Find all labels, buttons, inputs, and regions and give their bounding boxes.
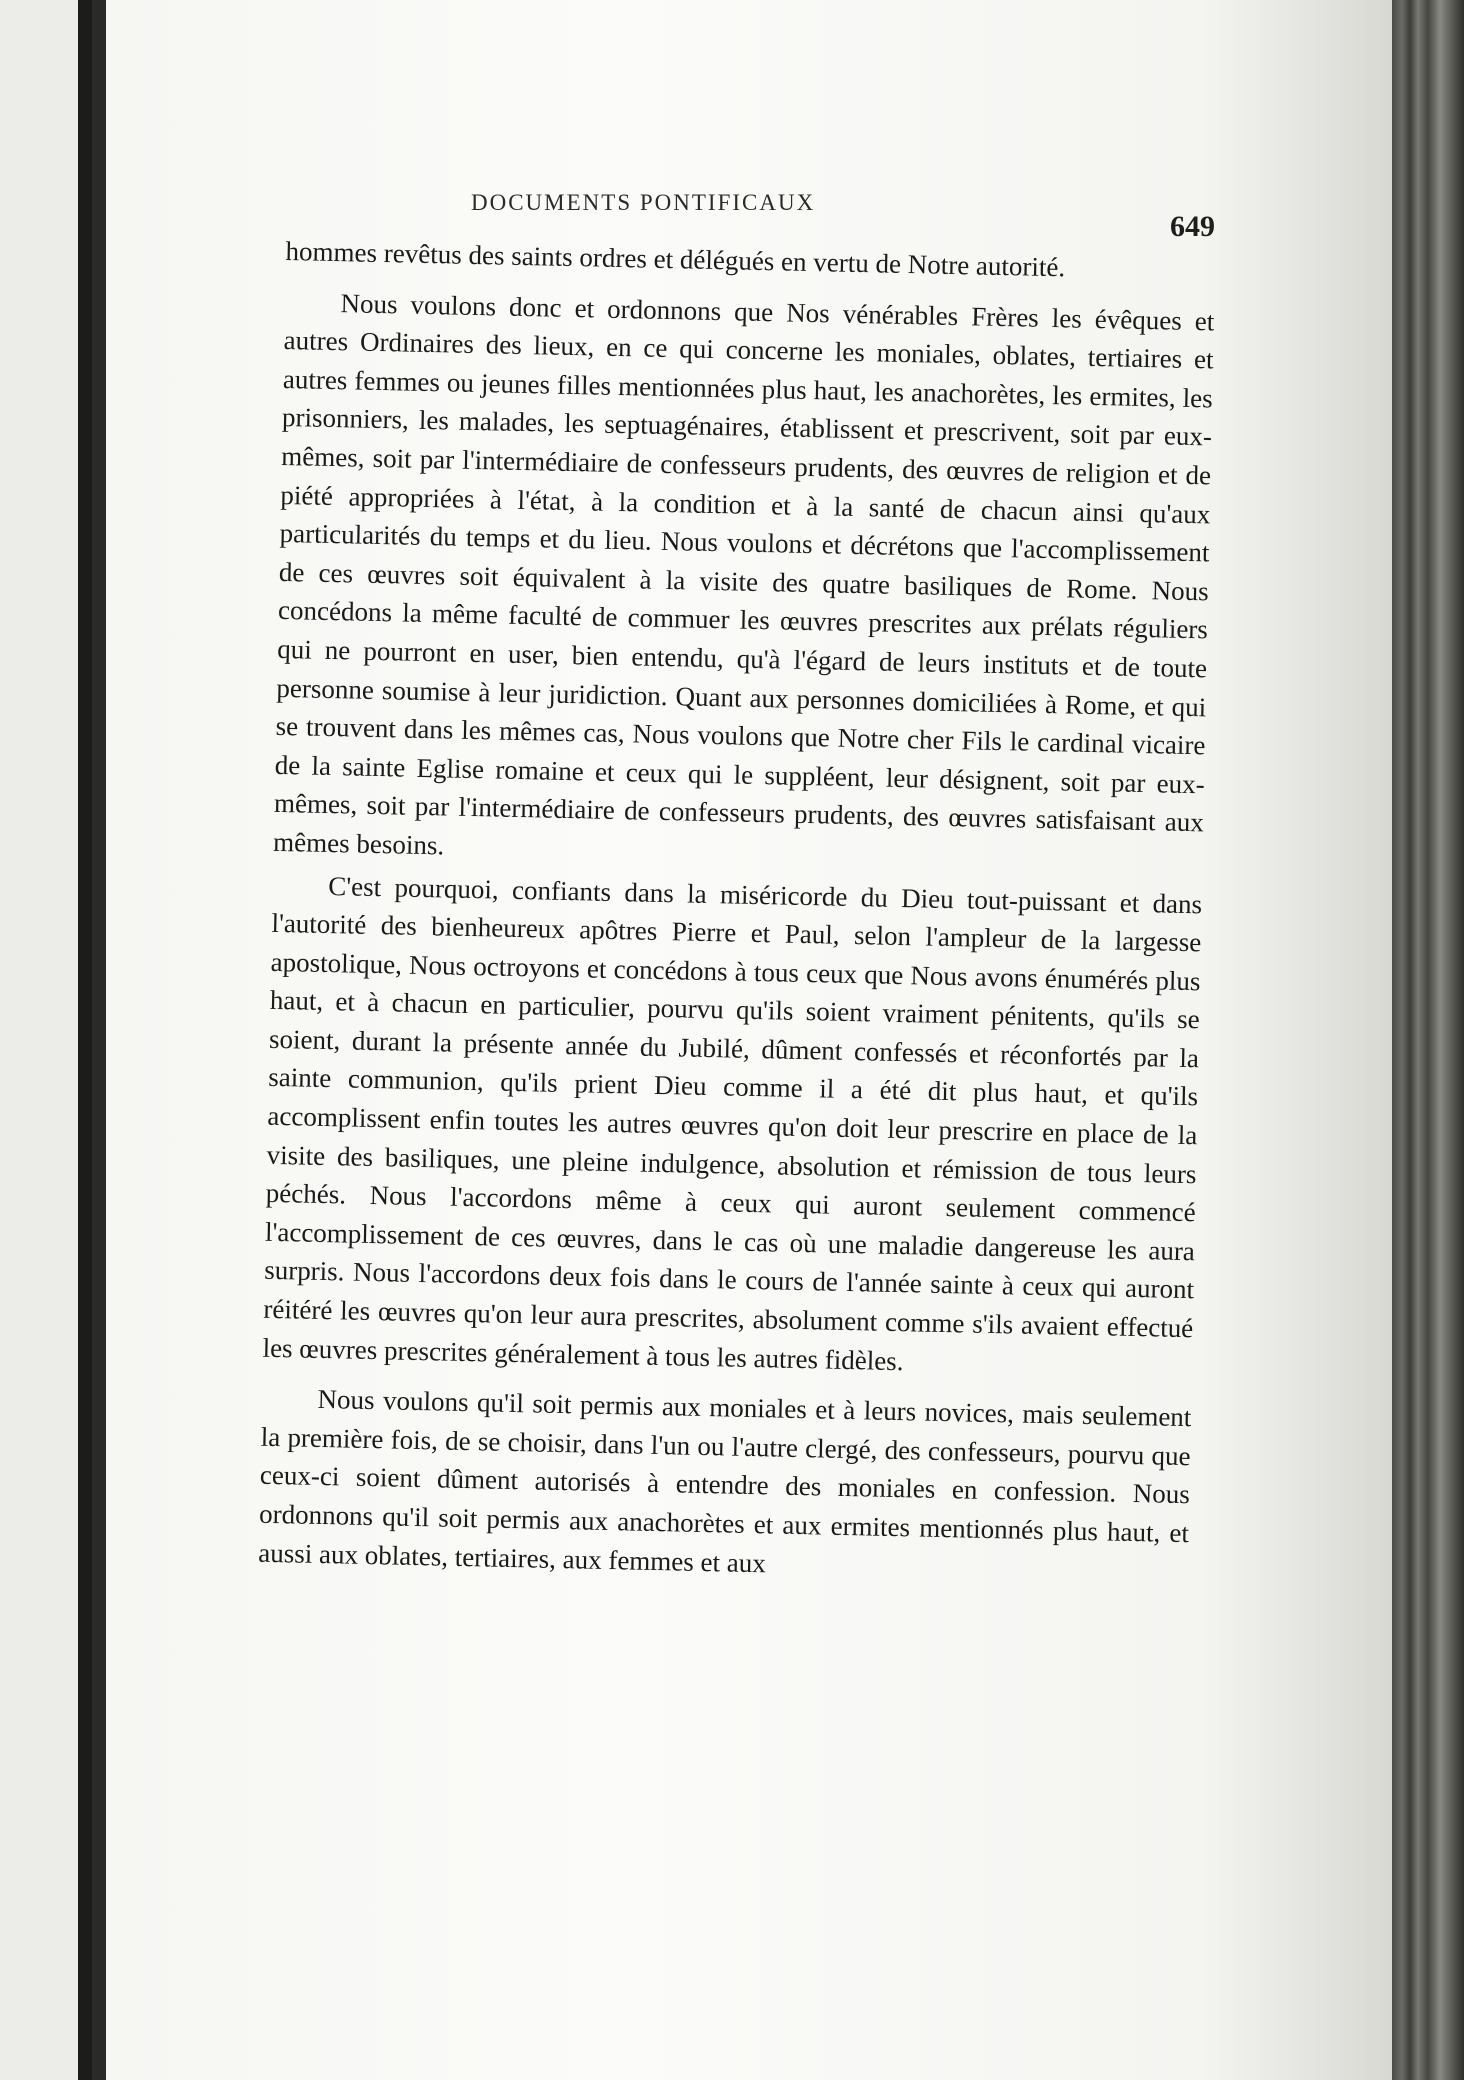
book-binding-edge xyxy=(1392,0,1464,2080)
body-text xyxy=(258,232,1216,1591)
paragraph-4: Nous voulons qu'il soit permis aux moniales et à leurs novices, mais seulement la première fois, de se choisir, dans l'un ou l'autre clergé, des confesseurs, pourvu que ceux-ci soient dûment autorisés à entendre des moniales en confession. Nous ordonnons qu'il soit permis aux anachorètes et aux ermites mentionnés plus haut, et aussi aux oblates, tertiaires, aux femmes et aux xyxy=(258,1384,1192,1578)
paragraph-3: C'est pourquoi, confiants dans la miséricorde du Dieu tout-puissant et dans l'autorité des bienheureux apôtres Pierre et Paul, selon l'ampleur de la largesse apostolique, Nous octroyons et concédons à tous ceux que Nous avons énumérés plus haut, et à chacun en particulier, pourvu qu'ils soient vraiment pénitents, qu'ils se soient, durant la présente année du Jubilé, dûment confessés et réconfortés par la sainte communion, qu'ils prient Dieu comme il a été dit plus haut, et qu'ils accomplissent enfin toutes les autres œuvres qu'on doit leur prescrire en place de la visite des basiliques, une pleine indulgence, absolution et rémission de tous leurs péchés. Nous l'accordons même à ceux qui auront seulement commencé l'accomplissement de ces œuvres, dans le cas où une maladie dangereuse les aura surpris. Nous l'accordons deux fois dans le cours de l'année sainte à ceux qui auront réitéré les œuvres qu'on leur aura prescrites, absolument comme s'ils avaient effectué les œuvres prescrites généralement à tous les autres fidèles. xyxy=(262,870,1203,1376)
book-page xyxy=(106,0,1392,2080)
paragraph-1: hommes revêtus des saints ordres et délégués en vertu de Notre autorité. xyxy=(285,235,1066,283)
page-number: 649 xyxy=(1170,210,1215,243)
running-head: DOCUMENTS PONTIFICAUX xyxy=(471,190,816,215)
adjacent-page-edge xyxy=(0,0,92,2080)
paragraph-2: Nous voulons donc et ordonnons que Nos vénérables Frères les évêques et autres Ordinaires des lieux, en ce qui concerne les moniales, oblates, tertiaires et autres femmes ou jeunes filles mentionnées plus haut, les anachorètes, les ermites, les prisonniers, les malades, les septuagénaires, établissent et prescrivent, soit par eux-mêmes, soit par l'intermédiaire de confesseurs prudents, des œuvres de religion et de piété appropriées à l'état, à la condition et à la santé de chacun ainsi qu'aux particularités du temps et du lieu. Nous voulons et décrétons que l'accomplissement de ces œuvres soit équivalent à la visite des quatre basiliques de Rome. Nous concédons la même faculté de commuer les œuvres prescrites aux prélats réguliers qui ne pourront en user, bien entendu, qu'à l'égard de leurs instituts et de toute personne soumise à leur juridiction. Quant aux personnes domiciliées à Rome, et qui se trouvent dans les mêmes cas, Nous voulons que Notre cher Fils le cardinal vicaire de la sainte Eglise romaine et ceux qui le suppléent, leur désignent, soit par eux-mêmes, soit par l'intermédiaire de confesseurs prudents, des œuvres satisfaisant aux mêmes besoins. xyxy=(272,287,1215,861)
